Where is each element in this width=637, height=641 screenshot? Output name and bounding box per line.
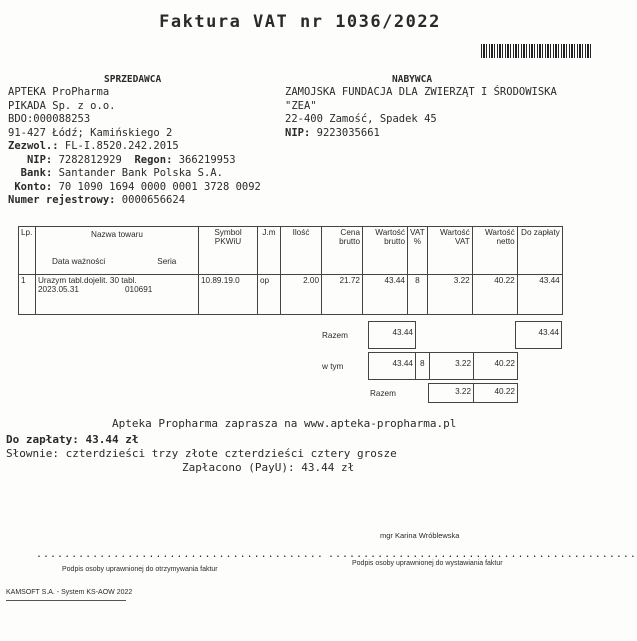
cell-vat-value: 3.22 — [427, 275, 472, 315]
invite-text: Apteka Propharma zaprasza na www.apteka-propharma.pl — [112, 417, 457, 430]
seller-line: APTEKA ProPharma — [8, 86, 110, 98]
signature-caption-right: Podpis osoby uprawnionej do wystawiania faktur — [352, 560, 503, 567]
seller-block — [8, 86, 261, 208]
wtym-vat-value: 3.22 — [455, 359, 471, 368]
header-vat-value: Wartość VAT — [427, 227, 472, 275]
table-header-row — [19, 227, 563, 275]
signature-line-left: ......................................... — [36, 549, 324, 560]
signer-name: mgr Karina Wróblewska — [380, 531, 460, 540]
header-jm: J.m — [258, 227, 281, 275]
paid-line: Zapłacono (PayU): 43.44 zł — [182, 461, 355, 474]
razem2-box — [428, 383, 518, 403]
signature-caption-left: Podpis osoby uprawnionej do otrzymywania faktur — [62, 566, 218, 573]
header-date-series: Data ważności Seria — [52, 257, 177, 266]
seller-nr-rej: Numer rejestrowy: 0000656624 — [8, 194, 186, 206]
wtym-label: w tym — [322, 362, 344, 371]
razem-label: Razem — [322, 331, 348, 340]
header-symbol: Symbol PKWiU — [199, 227, 258, 275]
seller-line: 91-427 Łódź; Kamińskiego 2 — [8, 126, 173, 139]
cell-net: 40.22 — [472, 275, 517, 315]
seller-konto: Konto: 70 1090 1694 0000 0001 3728 0092 — [14, 180, 261, 193]
seller-line: BDO:000088253 — [8, 113, 91, 125]
razem2-net: 40.22 — [494, 387, 515, 396]
razem2-label: Razem — [370, 389, 396, 398]
seller-zezwol: Zezwol.: FL-I.8520.242.2015 — [8, 140, 179, 152]
seller-heading: SPRZEDAWCA — [104, 74, 162, 85]
seller-nip-regon: NIP: 7282812929 Regon: 366219953 — [26, 153, 236, 166]
razem-to-pay-box — [515, 321, 562, 349]
header-lp: Lp. — [19, 227, 36, 275]
header-name-cell — [36, 227, 199, 275]
header-price: Cena brutto — [322, 227, 363, 275]
razem-gross-box — [368, 321, 416, 349]
buyer-line: ZAMOJSKA FUNDACJA DLA ZWIERZĄT I ŚRODOWISKA — [285, 86, 557, 98]
seller-bank: Bank: Santander Bank Polska S.A. — [20, 167, 223, 179]
header-qty: Ilość — [281, 227, 322, 275]
items-table — [18, 226, 563, 315]
cell-name — [36, 275, 199, 315]
cell-lp: 1 — [19, 275, 36, 315]
header-to-pay: Do zapłaty — [517, 227, 562, 275]
header-vat: VAT % — [408, 227, 428, 275]
invoice-title: Faktura VAT nr 1036/2022 — [159, 12, 441, 32]
header-gross: Wartość brutto — [363, 227, 408, 275]
wtym-net: 40.22 — [494, 359, 515, 368]
divider — [473, 384, 474, 402]
razem-gross: 43.44 — [392, 328, 413, 337]
buyer-block — [285, 86, 557, 140]
signature-line-right: ............................................ — [328, 549, 637, 560]
wtym-box — [368, 352, 518, 380]
divider — [415, 353, 416, 379]
footer-divider — [6, 600, 126, 601]
divider — [429, 353, 430, 379]
header-net: Wartość netto — [472, 227, 517, 275]
cell-qty: 2.00 — [281, 275, 322, 315]
words-line: Słownie: czterdzieści trzy złote czterdzieści cztery grosze — [6, 447, 397, 460]
razem-to-pay: 43.44 — [538, 328, 559, 337]
system-footer: KAMSOFT S.A. - System KS-AOW 2022 — [6, 589, 133, 596]
cell-price: 21.72 — [322, 275, 363, 315]
buyer-heading: NABYWCA — [392, 74, 433, 85]
barcode — [481, 44, 593, 58]
table-row — [19, 275, 563, 315]
wtym-gross: 43.44 — [392, 359, 413, 368]
cell-jm: op — [258, 275, 281, 315]
header-name: Nazwa towaru — [91, 230, 143, 239]
cell-gross: 43.44 — [363, 275, 408, 315]
cell-vat: 8 — [408, 275, 428, 315]
to-pay-line: Do zapłaty: 43.44 zł — [6, 433, 139, 446]
buyer-line: 22-400 Zamość, Spadek 45 — [285, 113, 437, 125]
razem2-vat-value: 3.22 — [455, 387, 471, 396]
buyer-nip: NIP: 9223035661 — [285, 126, 380, 139]
buyer-line: "ZEA" — [285, 99, 317, 112]
cell-symbol: 10.89.19.0 — [199, 275, 258, 315]
seller-line: PIKADA Sp. z o.o. — [8, 99, 116, 112]
divider — [473, 353, 474, 379]
product-date-series: 2023.05.31 010691 — [38, 285, 153, 294]
cell-to-pay: 43.44 — [517, 275, 562, 315]
product-name: Urazym tabl.dojelit. 30 tabl. — [38, 276, 137, 285]
wtym-vat: 8 — [420, 359, 425, 368]
